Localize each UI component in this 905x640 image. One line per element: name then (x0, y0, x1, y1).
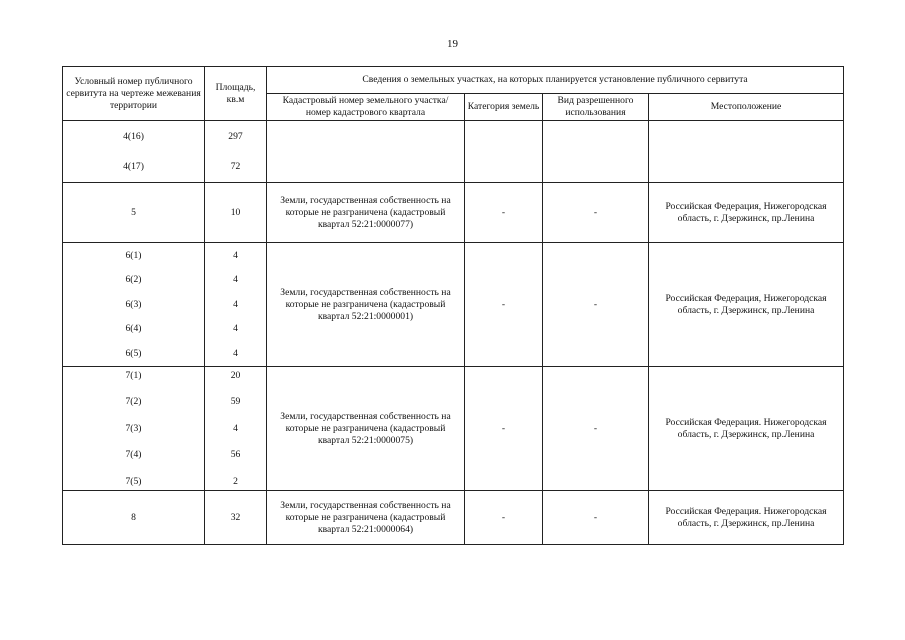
category-cell (465, 121, 543, 183)
number-value: 6(2) (125, 274, 142, 285)
area-value: 4 (233, 347, 238, 359)
number-cell (63, 491, 205, 545)
area-cell (205, 367, 267, 491)
number-cell (63, 243, 205, 367)
number-cell (63, 367, 205, 491)
category-cell: - (465, 367, 543, 491)
cadastral-cell: Земли, государственная собственность на которые не разграничена (кадастровый квартал 52:21:0000001) (267, 243, 465, 367)
permitted-use-cell: - (543, 367, 649, 491)
table-row (63, 367, 844, 491)
permitted-use-cell: - (543, 243, 649, 367)
number-value: 7(2) (125, 396, 142, 407)
location-cell (649, 121, 844, 183)
area-value: 32 (230, 511, 241, 523)
area-value: 297 (228, 130, 243, 142)
area-value: 10 (230, 206, 241, 218)
header-category: Категория земель (465, 94, 543, 121)
header-permitted-use: Вид разрешенного использования (543, 94, 649, 121)
number-value: 8 (131, 511, 136, 523)
area-value: 4 (233, 274, 238, 285)
permitted-use-cell: - (543, 183, 649, 243)
servitude-table (62, 66, 844, 545)
number-value: 6(5) (125, 347, 142, 359)
location-cell: Российская Федерация. Нижегородская область, г. Дзержинск, пр.Ленина (649, 491, 844, 545)
header-area: Площадь, кв.м (205, 67, 267, 121)
number-cell (63, 121, 205, 183)
number-cell (63, 183, 205, 243)
area-cell (205, 491, 267, 545)
area-value: 20 (230, 369, 241, 381)
table-row (63, 243, 844, 367)
number-value: 6(4) (125, 323, 142, 334)
area-value: 4 (233, 249, 238, 261)
header-info-group: Сведения о земельных участках, на которых планируется установление публичного сервитута (267, 67, 844, 94)
category-cell: - (465, 491, 543, 545)
area-value: 4 (233, 323, 238, 334)
category-cell: - (465, 183, 543, 243)
cadastral-cell (267, 121, 465, 183)
number-value: 5 (131, 206, 136, 218)
cadastral-cell: Земли, государственная собственность на которые не разграничена (кадастровый квартал 52:21:0000064) (267, 491, 465, 545)
number-value: 4(17) (123, 160, 144, 172)
page-number: 19 (447, 38, 458, 50)
table-row (63, 491, 844, 545)
location-cell: Российская Федерация, Нижегородская область, г. Дзержинск, пр.Ленина (649, 243, 844, 367)
area-value: 72 (230, 160, 241, 172)
number-value: 7(1) (125, 369, 142, 381)
number-value: 6(3) (125, 298, 142, 310)
cadastral-cell: Земли, государственная собственность на которые не разграничена (кадастровый квартал 52:21:0000075) (267, 367, 465, 491)
header-location: Местоположение (649, 94, 844, 121)
cadastral-cell: Земли, государственная собственность на которые не разграничена (кадастровый квартал 52:21:0000077) (267, 183, 465, 243)
area-value: 2 (233, 475, 238, 487)
area-cell (205, 183, 267, 243)
header-number: Условный номер публичного сервитута на чертеже межевания территории (63, 67, 205, 121)
number-value: 6(1) (125, 249, 142, 261)
permitted-use-cell (543, 121, 649, 183)
location-cell: Российская Федерация, Нижегородская область, г. Дзержинск, пр.Ленина (649, 183, 844, 243)
number-value: 7(5) (125, 475, 142, 487)
area-value: 56 (230, 449, 241, 460)
number-value: 7(3) (125, 422, 142, 434)
category-cell: - (465, 243, 543, 367)
table-row (63, 183, 844, 243)
permitted-use-cell: - (543, 491, 649, 545)
area-cell (205, 121, 267, 183)
table-row (63, 121, 844, 183)
number-value: 4(16) (123, 130, 144, 142)
area-cell (205, 243, 267, 367)
number-value: 7(4) (125, 449, 142, 460)
location-cell: Российская Федерация. Нижегородская область, г. Дзержинск, пр.Ленина (649, 367, 844, 491)
area-value: 59 (230, 396, 241, 407)
area-value: 4 (233, 298, 238, 310)
area-value: 4 (233, 422, 238, 434)
header-cadastral: Кадастровый номер земельного участка/ номер кадастрового квартала (267, 94, 465, 121)
